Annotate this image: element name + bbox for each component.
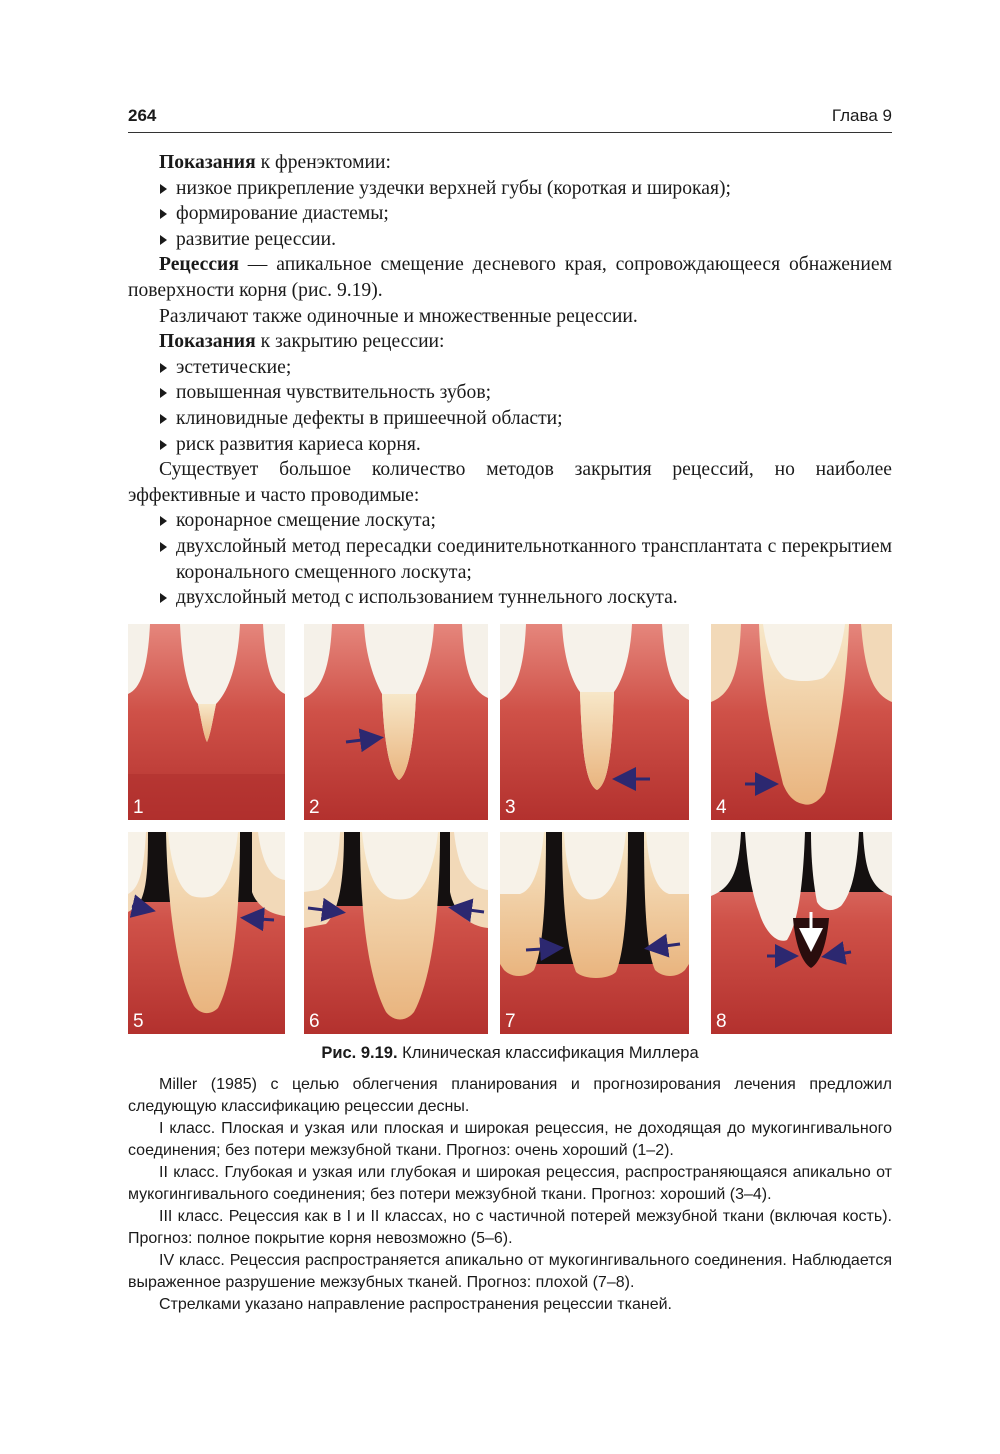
classification-intro: Miller (1985) с целью облегчения планирования и прогнозирования лечения предложил следующую классификацию рецессии десны. <box>128 1076 892 1115</box>
list-item: формирование диастемы; <box>159 201 892 227</box>
frenectomy-heading: Показания к френэктомии: <box>159 152 391 173</box>
figure-panel-6 <box>304 832 488 1034</box>
figure-panel-7 <box>500 832 689 1034</box>
caption-label: Рис. 9.19. <box>321 1044 398 1062</box>
list-item: двухслойный метод с использованием туннельного лоскута. <box>159 585 892 611</box>
classification-text <box>128 1074 892 1316</box>
figure-panel-1 <box>128 624 285 820</box>
class-1: I класс. Плоская и узкая или плоская и широкая рецессия, не доходящая до мукогингивального соединения; без потери межзубной ткани. Прогноз: очень хороший (1–2). <box>128 1120 892 1159</box>
arrows-note: Стрелками указано направление распространения рецессии тканей. <box>159 1296 672 1313</box>
figure-panel-8 <box>711 832 892 1034</box>
figure-9-19 <box>128 624 892 1034</box>
methods-list <box>128 508 892 610</box>
panel-number: 7 <box>505 1011 516 1032</box>
figure-panel-4 <box>711 624 892 820</box>
list-item: развитие рецессии. <box>159 227 892 253</box>
panel-number: 2 <box>309 797 320 818</box>
frenectomy-list <box>128 176 892 253</box>
figure-panel-2 <box>304 624 488 820</box>
caption-text: Клиническая классификация Миллера <box>397 1044 699 1062</box>
class-3: III класс. Рецессия как в I и II классах, но с частичной потерей межзубной ткани (включая кость). Прогноз: полное покрытие корня невозможно (5–6). <box>128 1208 892 1247</box>
panel-number: 5 <box>133 1011 144 1032</box>
figure-panel-5 <box>128 832 285 1034</box>
list-item: коронарное смещение лоскута; <box>159 508 892 534</box>
panel-number: 8 <box>716 1011 727 1032</box>
chapter-title: Глава 9 <box>831 106 892 125</box>
recession-types: Различают также одиночные и множественные рецессии. <box>159 305 638 327</box>
list-item: повышенная чувствительность зубов; <box>159 380 892 406</box>
list-item: клиновидные дефекты в пришеечной области; <box>159 406 892 432</box>
list-item: двухслойный метод пересадки соединительнотканного трансплантата с перекрытием коронального смещенного лоскута; <box>159 534 892 585</box>
closure-heading: Показания к закрытию рецессии: <box>159 331 445 353</box>
list-item: эстетические; <box>159 355 892 381</box>
class-4: IV класс. Рецессия распространяется апикально от мукогингивального соединения. Наблюдается выраженное разрушение межзубных тканей. Прогноз: плохой (7–8). <box>128 1252 892 1291</box>
figure-panel-3 <box>500 624 689 820</box>
recession-definition: Рецессия — апикальное смещение десневого края, сопровождающееся обнажением поверхности корня (рис. 9.19). <box>128 254 892 301</box>
panel-number: 6 <box>309 1011 320 1032</box>
panel-number: 1 <box>133 797 144 818</box>
list-item: риск развития кариеса корня. <box>159 432 892 458</box>
page-number: 264 <box>128 106 157 125</box>
panel-number: 3 <box>505 797 516 818</box>
page-header <box>128 104 892 133</box>
main-text <box>128 150 892 611</box>
list-item: низкое прикрепление уздечки верхней губы (короткая и широкая); <box>159 176 892 202</box>
closure-list <box>128 355 892 457</box>
figure-caption <box>128 1044 892 1063</box>
panel-number: 4 <box>716 797 727 818</box>
methods-intro: Существует большое количество методов закрытия рецессий, но наиболее эффективные и часто проводимые: <box>128 459 892 506</box>
class-2: II класс. Глубокая и узкая или глубокая и широкая рецессия, распространяющаяся апикально от мукогингивального соединения; без потери межзубной ткани. Прогноз: хороший (3–4). <box>128 1164 892 1203</box>
